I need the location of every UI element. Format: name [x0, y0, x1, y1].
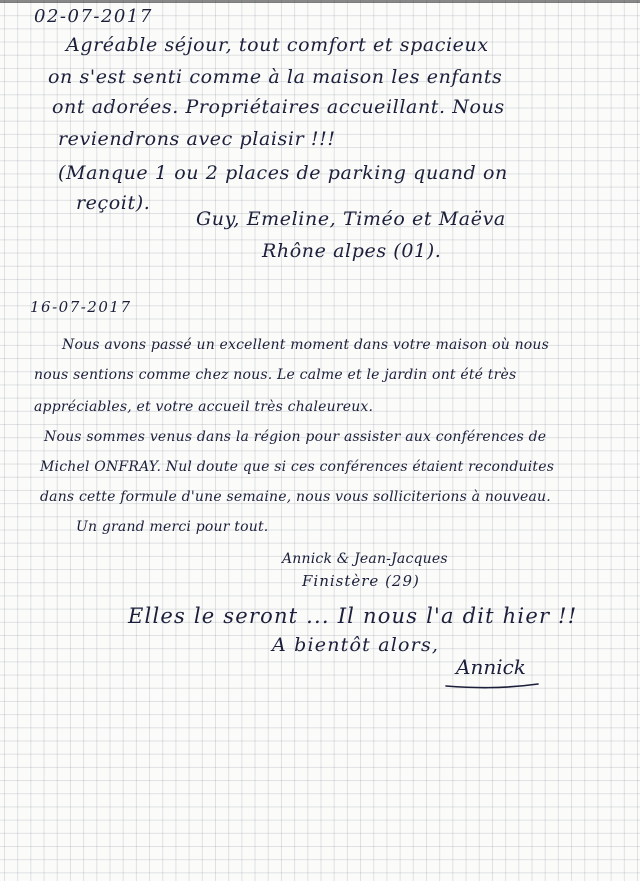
entry-text-line: Michel ONFRAY. Nul doute que si ces conférences étaient reconduites — [40, 459, 555, 475]
entry-date: 16-07-2017 — [30, 298, 132, 316]
entry-text-line: Un grand merci pour tout. — [76, 519, 269, 535]
entry-location: Finistère (29) — [302, 572, 420, 590]
reply-line: Elles le seront ... Il nous l'a dit hier !! — [128, 604, 578, 628]
page-top-edge — [0, 0, 640, 3]
entry-text-line: reçoit). — [76, 192, 151, 214]
entry-text-line: Agréable séjour, tout comfort et spacieux — [66, 34, 489, 56]
entry-signatories: Annick & Jean-Jacques — [282, 551, 448, 567]
reply-line: A bientôt alors, — [272, 634, 440, 656]
entry-text-line: on s'est senti comme à la maison les enfants — [48, 66, 503, 88]
entry-text-line: nous sentions comme chez nous. Le calme et le jardin ont été très — [34, 367, 517, 383]
signature-text: Annick — [456, 655, 526, 679]
entry-text-line: Nous avons passé un excellent moment dans votre maison où nous — [62, 337, 550, 353]
entry-text-line: reviendrons avec plaisir !!! — [58, 128, 336, 150]
entry-text-line: Nous sommes venus dans la région pour assister aux conférences de — [44, 429, 547, 445]
entry-date: 02-07-2017 — [34, 6, 153, 27]
entry-text-line: (Manque 1 ou 2 places de parking quand on — [58, 162, 508, 184]
entry-text-line: ont adorées. Propriétaires accueillant. Nous — [52, 96, 505, 118]
entry-text-line: dans cette formule d'une semaine, nous vous solliciterions à nouveau. — [40, 489, 551, 505]
entry-text-line: appréciables, et votre accueil très chaleureux. — [34, 399, 374, 415]
handwritten-signature — [442, 648, 542, 693]
entry-location: Rhône alpes (01). — [262, 240, 442, 262]
entry-signatories: Guy, Emeline, Timéo et Maëva — [196, 208, 506, 230]
